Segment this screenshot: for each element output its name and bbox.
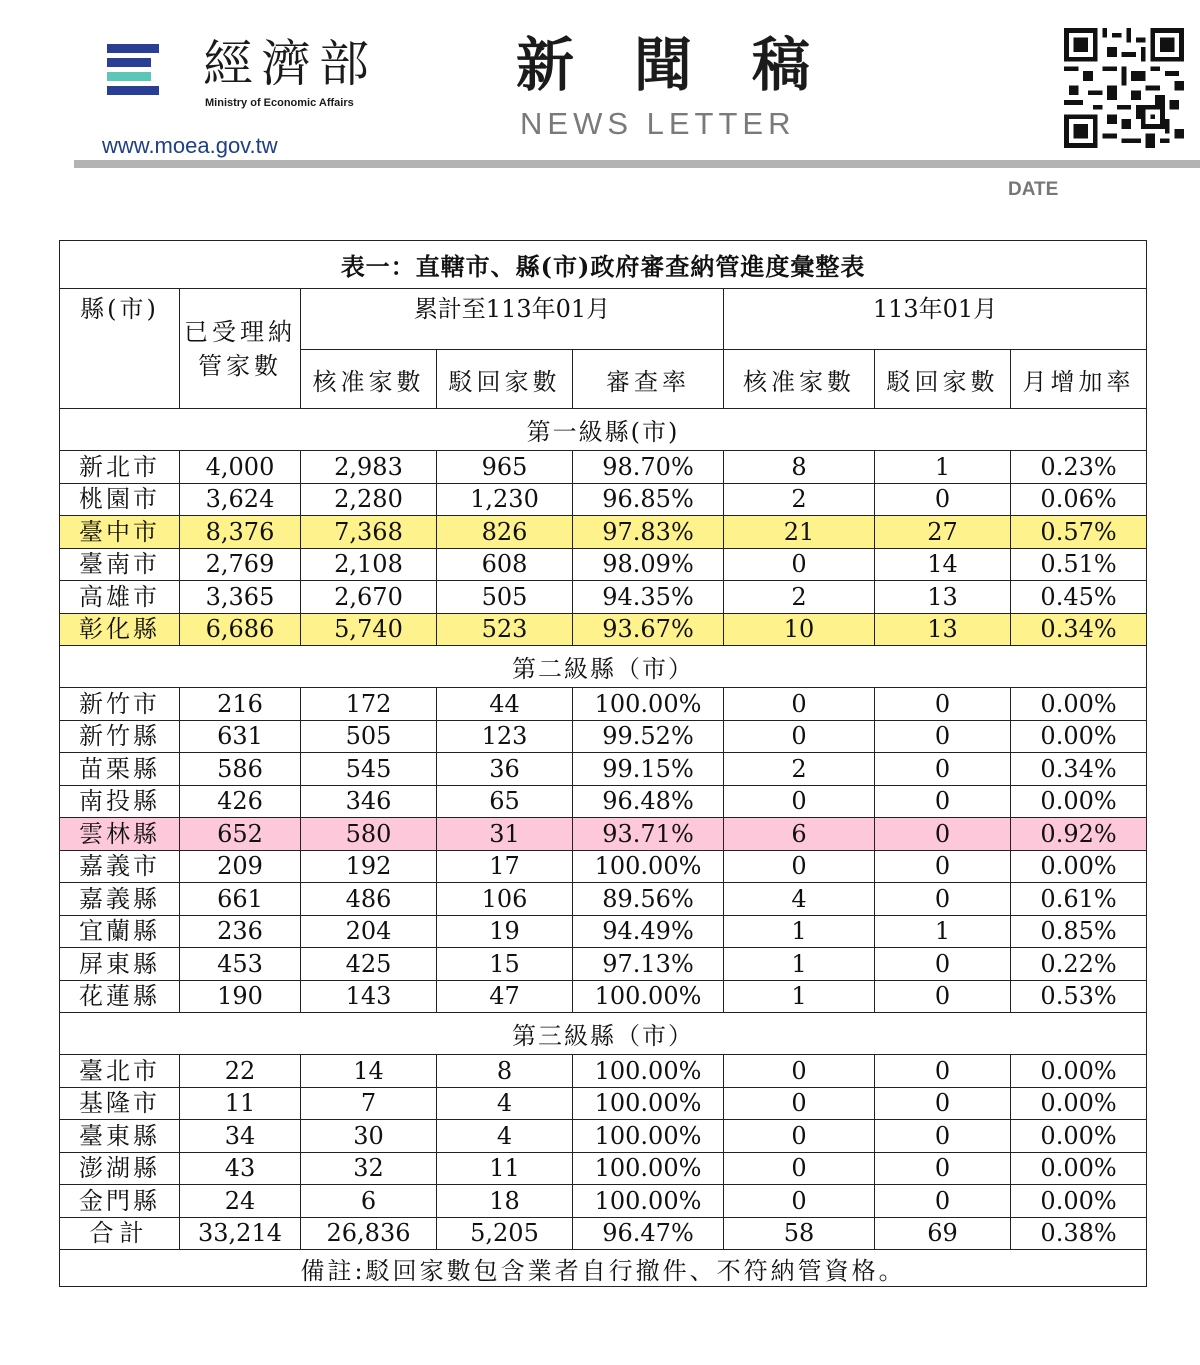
table-row [60,548,1147,581]
accepted-cell: 652 [180,818,301,851]
month-approved-cell: 10 [724,613,875,646]
table-title: 表一：直轄市、縣(市)政府審查納管進度彙整表 [60,241,1147,289]
month-approved-cell: 1 [724,980,875,1013]
month-approved-cell: 21 [724,516,875,549]
review-rate-cell: 100.00% [573,1055,724,1088]
approved-cell: 5,740 [301,613,437,646]
progress-table [59,240,1146,1287]
review-rate-cell: 96.85% [573,483,724,516]
table-row [60,915,1147,948]
county-name-cell: 金門縣 [60,1185,180,1218]
review-rate-cell: 100.00% [573,1152,724,1185]
county-name-cell: 屏東縣 [60,948,180,981]
month-approved-cell: 0 [724,1152,875,1185]
county-name-cell: 新北市 [60,451,180,484]
col-header-county: 縣(市) [60,289,180,409]
accepted-cell: 24 [180,1185,301,1218]
accepted-cell: 11 [180,1087,301,1120]
approved-cell: 425 [301,948,437,981]
approved-cell: 204 [301,915,437,948]
accepted-cell: 209 [180,850,301,883]
month-rejected-cell: 0 [875,948,1011,981]
month-approved-cell: 4 [724,883,875,916]
review-rate-cell: 100.00% [573,850,724,883]
county-name-cell: 新竹縣 [60,720,180,753]
county-name-cell: 高雄市 [60,581,180,614]
month-rejected-cell: 0 [875,1087,1011,1120]
rejected-cell: 18 [437,1185,573,1218]
approved-cell: 7,368 [301,516,437,549]
month-rejected-cell: 14 [875,548,1011,581]
approved-cell: 346 [301,785,437,818]
approved-cell: 2,983 [301,451,437,484]
county-name-cell: 南投縣 [60,785,180,818]
county-name-cell: 宜蘭縣 [60,915,180,948]
accepted-cell: 2,769 [180,548,301,581]
accepted-cell: 43 [180,1152,301,1185]
qr-code-icon [1064,28,1184,148]
monthly-increase-cell: 0.85% [1011,915,1147,948]
table-row [60,1120,1147,1153]
table-row [60,483,1147,516]
review-rate-cell: 94.35% [573,581,724,614]
monthly-increase-cell: 0.57% [1011,516,1147,549]
monthly-increase-cell: 0.23% [1011,451,1147,484]
month-rejected-cell: 27 [875,516,1011,549]
county-name-cell: 新竹市 [60,688,180,721]
accepted-cell: 190 [180,980,301,1013]
county-name-cell: 彰化縣 [60,613,180,646]
rejected-cell: 106 [437,883,573,916]
header-divider [74,160,1200,168]
monthly-increase-cell: 0.34% [1011,753,1147,786]
accepted-cell: 33,214 [180,1217,301,1250]
monthly-increase-cell: 0.06% [1011,483,1147,516]
month-rejected-cell: 69 [875,1217,1011,1250]
col-header-review-rate: 審查率 [573,350,724,409]
monthly-increase-cell: 0.51% [1011,548,1147,581]
monthly-increase-cell: 0.22% [1011,948,1147,981]
monthly-increase-cell: 0.00% [1011,1120,1147,1153]
month-rejected-cell: 0 [875,883,1011,916]
month-approved-cell: 2 [724,753,875,786]
monthly-increase-cell: 0.00% [1011,850,1147,883]
review-rate-cell: 93.67% [573,613,724,646]
month-approved-cell: 58 [724,1217,875,1250]
accepted-cell: 22 [180,1055,301,1088]
month-rejected-cell: 0 [875,483,1011,516]
approved-cell: 26,836 [301,1217,437,1250]
accepted-cell: 586 [180,753,301,786]
doc-subtitle: NEWS LETTER [520,106,796,141]
review-rate-cell: 96.48% [573,785,724,818]
rejected-cell: 65 [437,785,573,818]
review-rate-cell: 100.00% [573,1087,724,1120]
county-name-cell: 臺東縣 [60,1120,180,1153]
note-row [60,1250,1147,1287]
tier3-group-label: 第三級縣（市） [60,1013,1147,1055]
table-row [60,850,1147,883]
county-name-cell: 苗栗縣 [60,753,180,786]
approved-cell: 143 [301,980,437,1013]
col-header-accepted [180,289,301,409]
table-row [60,688,1147,721]
total-row [60,1217,1147,1250]
table-row [60,753,1147,786]
approved-cell: 32 [301,1152,437,1185]
table-row [60,785,1147,818]
accepted-cell: 3,624 [180,483,301,516]
county-name-cell: 澎湖縣 [60,1152,180,1185]
approved-cell: 2,280 [301,483,437,516]
county-name-cell: 臺中市 [60,516,180,549]
tier2-group [60,646,1147,688]
accepted-cell: 3,365 [180,581,301,614]
review-rate-cell: 97.13% [573,948,724,981]
monthly-increase-cell: 0.00% [1011,720,1147,753]
month-approved-cell: 8 [724,451,875,484]
col-header-month-approved: 核准家數 [724,350,875,409]
monthly-increase-cell: 0.53% [1011,980,1147,1013]
accepted-cell: 661 [180,883,301,916]
rejected-cell: 123 [437,720,573,753]
table-note: 備註:駁回家數包含業者自行撤件、不符納管資格。 [60,1250,1147,1287]
approved-cell: 505 [301,720,437,753]
approved-cell: 192 [301,850,437,883]
tier2-group-label: 第二級縣（市） [60,646,1147,688]
col-header-accepted-line2: 管家數 [198,351,282,380]
month-rejected-cell: 0 [875,1152,1011,1185]
rejected-cell: 965 [437,451,573,484]
monthly-increase-cell: 0.45% [1011,581,1147,614]
table-row [60,883,1147,916]
table-row [60,613,1147,646]
col-header-accepted-line1: 已受理納 [184,317,296,346]
month-rejected-cell: 1 [875,451,1011,484]
month-rejected-cell: 0 [875,1185,1011,1218]
month-rejected-cell: 0 [875,850,1011,883]
monthly-increase-cell: 0.00% [1011,1185,1147,1218]
month-rejected-cell: 0 [875,818,1011,851]
month-approved-cell: 1 [724,915,875,948]
accepted-cell: 236 [180,915,301,948]
col-header-monthly-increase: 月增加率 [1011,350,1147,409]
review-rate-cell: 93.71% [573,818,724,851]
county-name-cell: 花蓮縣 [60,980,180,1013]
approved-cell: 14 [301,1055,437,1088]
month-approved-cell: 0 [724,785,875,818]
rejected-cell: 31 [437,818,573,851]
doc-title: 新聞稿 [516,31,871,99]
county-name-cell: 合計 [60,1217,180,1250]
rejected-cell: 5,205 [437,1217,573,1250]
accepted-cell: 4,000 [180,451,301,484]
approved-cell: 7 [301,1087,437,1120]
approved-cell: 580 [301,818,437,851]
county-name-cell: 臺北市 [60,1055,180,1088]
review-rate-cell: 100.00% [573,688,724,721]
table-row [60,720,1147,753]
rejected-cell: 36 [437,753,573,786]
review-rate-cell: 96.47% [573,1217,724,1250]
month-approved-cell: 0 [724,1055,875,1088]
table-row [60,818,1147,851]
month-rejected-cell: 0 [875,1120,1011,1153]
month-rejected-cell: 0 [875,785,1011,818]
monthly-increase-cell: 0.92% [1011,818,1147,851]
rejected-cell: 8 [437,1055,573,1088]
rejected-cell: 523 [437,613,573,646]
month-approved-cell: 1 [724,948,875,981]
org-name: 經濟部 [203,35,377,93]
rejected-cell: 505 [437,581,573,614]
table-row [60,980,1147,1013]
website-link[interactable]: www.moea.gov.tw [102,133,278,158]
table-row [60,581,1147,614]
month-approved-cell: 0 [724,548,875,581]
month-rejected-cell: 13 [875,613,1011,646]
review-rate-cell: 100.00% [573,980,724,1013]
approved-cell: 2,670 [301,581,437,614]
county-name-cell: 嘉義市 [60,850,180,883]
month-rejected-cell: 0 [875,688,1011,721]
table-row [60,1185,1147,1218]
month-approved-cell: 0 [724,720,875,753]
rejected-cell: 4 [437,1120,573,1153]
rejected-cell: 1,230 [437,483,573,516]
accepted-cell: 8,376 [180,516,301,549]
rejected-cell: 11 [437,1152,573,1185]
month-approved-cell: 2 [724,483,875,516]
county-name-cell: 桃園市 [60,483,180,516]
approved-cell: 6 [301,1185,437,1218]
org-name-en: Ministry of Economic Affairs [205,97,354,109]
rejected-cell: 44 [437,688,573,721]
accepted-cell: 6,686 [180,613,301,646]
county-name-cell: 基隆市 [60,1087,180,1120]
month-approved-cell: 2 [724,581,875,614]
table-row [60,451,1147,484]
monthly-increase-cell: 0.00% [1011,688,1147,721]
review-rate-cell: 89.56% [573,883,724,916]
review-rate-cell: 98.70% [573,451,724,484]
review-rate-cell: 98.09% [573,548,724,581]
monthly-increase-cell: 0.61% [1011,883,1147,916]
col-header-rejected: 駁回家數 [437,350,573,409]
approved-cell: 30 [301,1120,437,1153]
table-row [60,516,1147,549]
monthly-increase-cell: 0.34% [1011,613,1147,646]
moea-logo-icon [107,44,159,96]
col-header-month-rejected: 駁回家數 [875,350,1011,409]
rejected-cell: 826 [437,516,573,549]
month-rejected-cell: 13 [875,581,1011,614]
rejected-cell: 17 [437,850,573,883]
table-row [60,1087,1147,1120]
table-row [60,948,1147,981]
accepted-cell: 34 [180,1120,301,1153]
accepted-cell: 453 [180,948,301,981]
table-row [60,1152,1147,1185]
review-rate-cell: 100.00% [573,1185,724,1218]
month-approved-cell: 0 [724,1120,875,1153]
rejected-cell: 47 [437,980,573,1013]
rejected-cell: 15 [437,948,573,981]
monthly-increase-cell: 0.00% [1011,1087,1147,1120]
review-rate-cell: 99.15% [573,753,724,786]
county-name-cell: 嘉義縣 [60,883,180,916]
month-rejected-cell: 0 [875,720,1011,753]
table-row [60,1055,1147,1088]
approved-cell: 172 [301,688,437,721]
date-label: DATE [1008,179,1059,200]
rejected-cell: 19 [437,915,573,948]
rejected-cell: 4 [437,1087,573,1120]
accepted-cell: 216 [180,688,301,721]
month-rejected-cell: 1 [875,915,1011,948]
approved-cell: 2,108 [301,548,437,581]
rejected-cell: 608 [437,548,573,581]
county-name-cell: 雲林縣 [60,818,180,851]
month-approved-cell: 0 [724,850,875,883]
month-rejected-cell: 0 [875,1055,1011,1088]
approved-cell: 486 [301,883,437,916]
tier3-group [60,1013,1147,1055]
month-rejected-cell: 0 [875,753,1011,786]
month-approved-cell: 0 [724,1185,875,1218]
monthly-increase-cell: 0.00% [1011,785,1147,818]
monthly-increase-cell: 0.38% [1011,1217,1147,1250]
accepted-cell: 631 [180,720,301,753]
tier1-group-label: 第一級縣(市) [60,409,1147,451]
col-header-approved: 核准家數 [301,350,437,409]
monthly-increase-cell: 0.00% [1011,1152,1147,1185]
month-approved-cell: 6 [724,818,875,851]
review-rate-cell: 99.52% [573,720,724,753]
monthly-increase-cell: 0.00% [1011,1055,1147,1088]
month-rejected-cell: 0 [875,980,1011,1013]
month-approved-cell: 0 [724,688,875,721]
accepted-cell: 426 [180,785,301,818]
group-header-month: 113年01月 [724,289,1147,350]
review-rate-cell: 94.49% [573,915,724,948]
review-rate-cell: 97.83% [573,516,724,549]
month-approved-cell: 0 [724,1087,875,1120]
tier1-group [60,409,1147,451]
review-rate-cell: 100.00% [573,1120,724,1153]
county-name-cell: 臺南市 [60,548,180,581]
group-header-cumulative: 累計至113年01月 [301,289,724,350]
approved-cell: 545 [301,753,437,786]
